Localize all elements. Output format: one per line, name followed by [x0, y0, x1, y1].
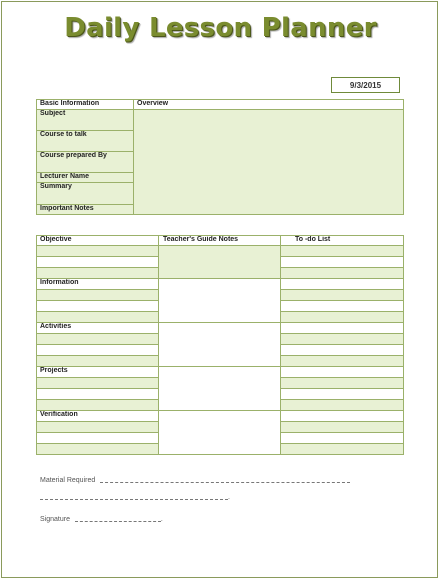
- verification-row[interactable]: [37, 433, 159, 444]
- todo-row[interactable]: [281, 389, 404, 400]
- objective-notes-field[interactable]: [159, 246, 281, 279]
- information-row[interactable]: [37, 290, 159, 301]
- verification-row[interactable]: [37, 444, 159, 455]
- todo-row[interactable]: [281, 378, 404, 389]
- information-row[interactable]: [37, 312, 159, 323]
- verification-label: Verification: [37, 411, 159, 422]
- signature-field[interactable]: [75, 517, 161, 522]
- activities-row[interactable]: [37, 334, 159, 345]
- signature-line: [40, 516, 163, 523]
- todo-row[interactable]: [281, 411, 404, 422]
- activities-row[interactable]: [37, 356, 159, 367]
- summary-label: Summary: [37, 183, 134, 205]
- todo-list-header: To -do List: [281, 236, 404, 246]
- material-end-dot: .: [228, 494, 230, 501]
- todo-row[interactable]: [281, 345, 404, 356]
- activities-row[interactable]: [37, 345, 159, 356]
- projects-row[interactable]: [37, 400, 159, 411]
- todo-row[interactable]: [281, 367, 404, 378]
- verification-notes-field[interactable]: [159, 411, 281, 455]
- todo-row[interactable]: [281, 323, 404, 334]
- todo-row[interactable]: [281, 422, 404, 433]
- todo-row[interactable]: [281, 279, 404, 290]
- signature-label: Signature: [40, 516, 70, 523]
- projects-notes-field[interactable]: [159, 367, 281, 411]
- todo-row[interactable]: [281, 356, 404, 367]
- activities-notes-field[interactable]: [159, 323, 281, 367]
- material-required-label: Material Required: [40, 477, 96, 484]
- subject-label: Subject: [37, 110, 134, 131]
- objective-row[interactable]: [37, 246, 159, 257]
- material-required-field[interactable]: [100, 478, 350, 483]
- todo-row[interactable]: [281, 301, 404, 312]
- projects-row[interactable]: [37, 389, 159, 400]
- date-field[interactable]: 9/3/2015: [331, 77, 400, 93]
- todo-row[interactable]: [281, 257, 404, 268]
- basic-information-table: [36, 99, 404, 215]
- objective-row[interactable]: [37, 257, 159, 268]
- information-row[interactable]: [37, 301, 159, 312]
- todo-row[interactable]: [281, 290, 404, 301]
- basic-information-header: Basic Information: [37, 100, 134, 110]
- information-label: Information: [37, 279, 159, 290]
- course-to-talk-label: Course to talk: [37, 131, 134, 152]
- page-title: Daily Lesson Planner: [64, 13, 377, 43]
- material-required-continuation: [40, 494, 230, 501]
- projects-row[interactable]: [37, 378, 159, 389]
- lesson-plan-table: [36, 235, 404, 455]
- objective-row[interactable]: [37, 268, 159, 279]
- material-required-line: [40, 477, 350, 484]
- course-prepared-by-label: Course prepared By: [37, 152, 134, 173]
- overview-field[interactable]: [134, 110, 404, 215]
- objective-header: Objective: [37, 236, 159, 246]
- todo-row[interactable]: [281, 433, 404, 444]
- todo-row[interactable]: [281, 334, 404, 345]
- projects-label: Projects: [37, 367, 159, 378]
- todo-row[interactable]: [281, 400, 404, 411]
- signature-end-dot: .: [160, 516, 163, 523]
- important-notes-label: Important Notes: [37, 205, 134, 215]
- activities-label: Activities: [37, 323, 159, 334]
- todo-row[interactable]: [281, 312, 404, 323]
- verification-row[interactable]: [37, 422, 159, 433]
- todo-row[interactable]: [281, 246, 404, 257]
- todo-row[interactable]: [281, 444, 404, 455]
- todo-row[interactable]: [281, 268, 404, 279]
- lecturer-name-label: Lecturer Name: [37, 173, 134, 183]
- material-required-field-2[interactable]: [40, 495, 228, 500]
- teachers-guide-notes-header: Teacher's Guide Notes: [159, 236, 281, 246]
- information-notes-field[interactable]: [159, 279, 281, 323]
- overview-header: Overview: [134, 100, 404, 110]
